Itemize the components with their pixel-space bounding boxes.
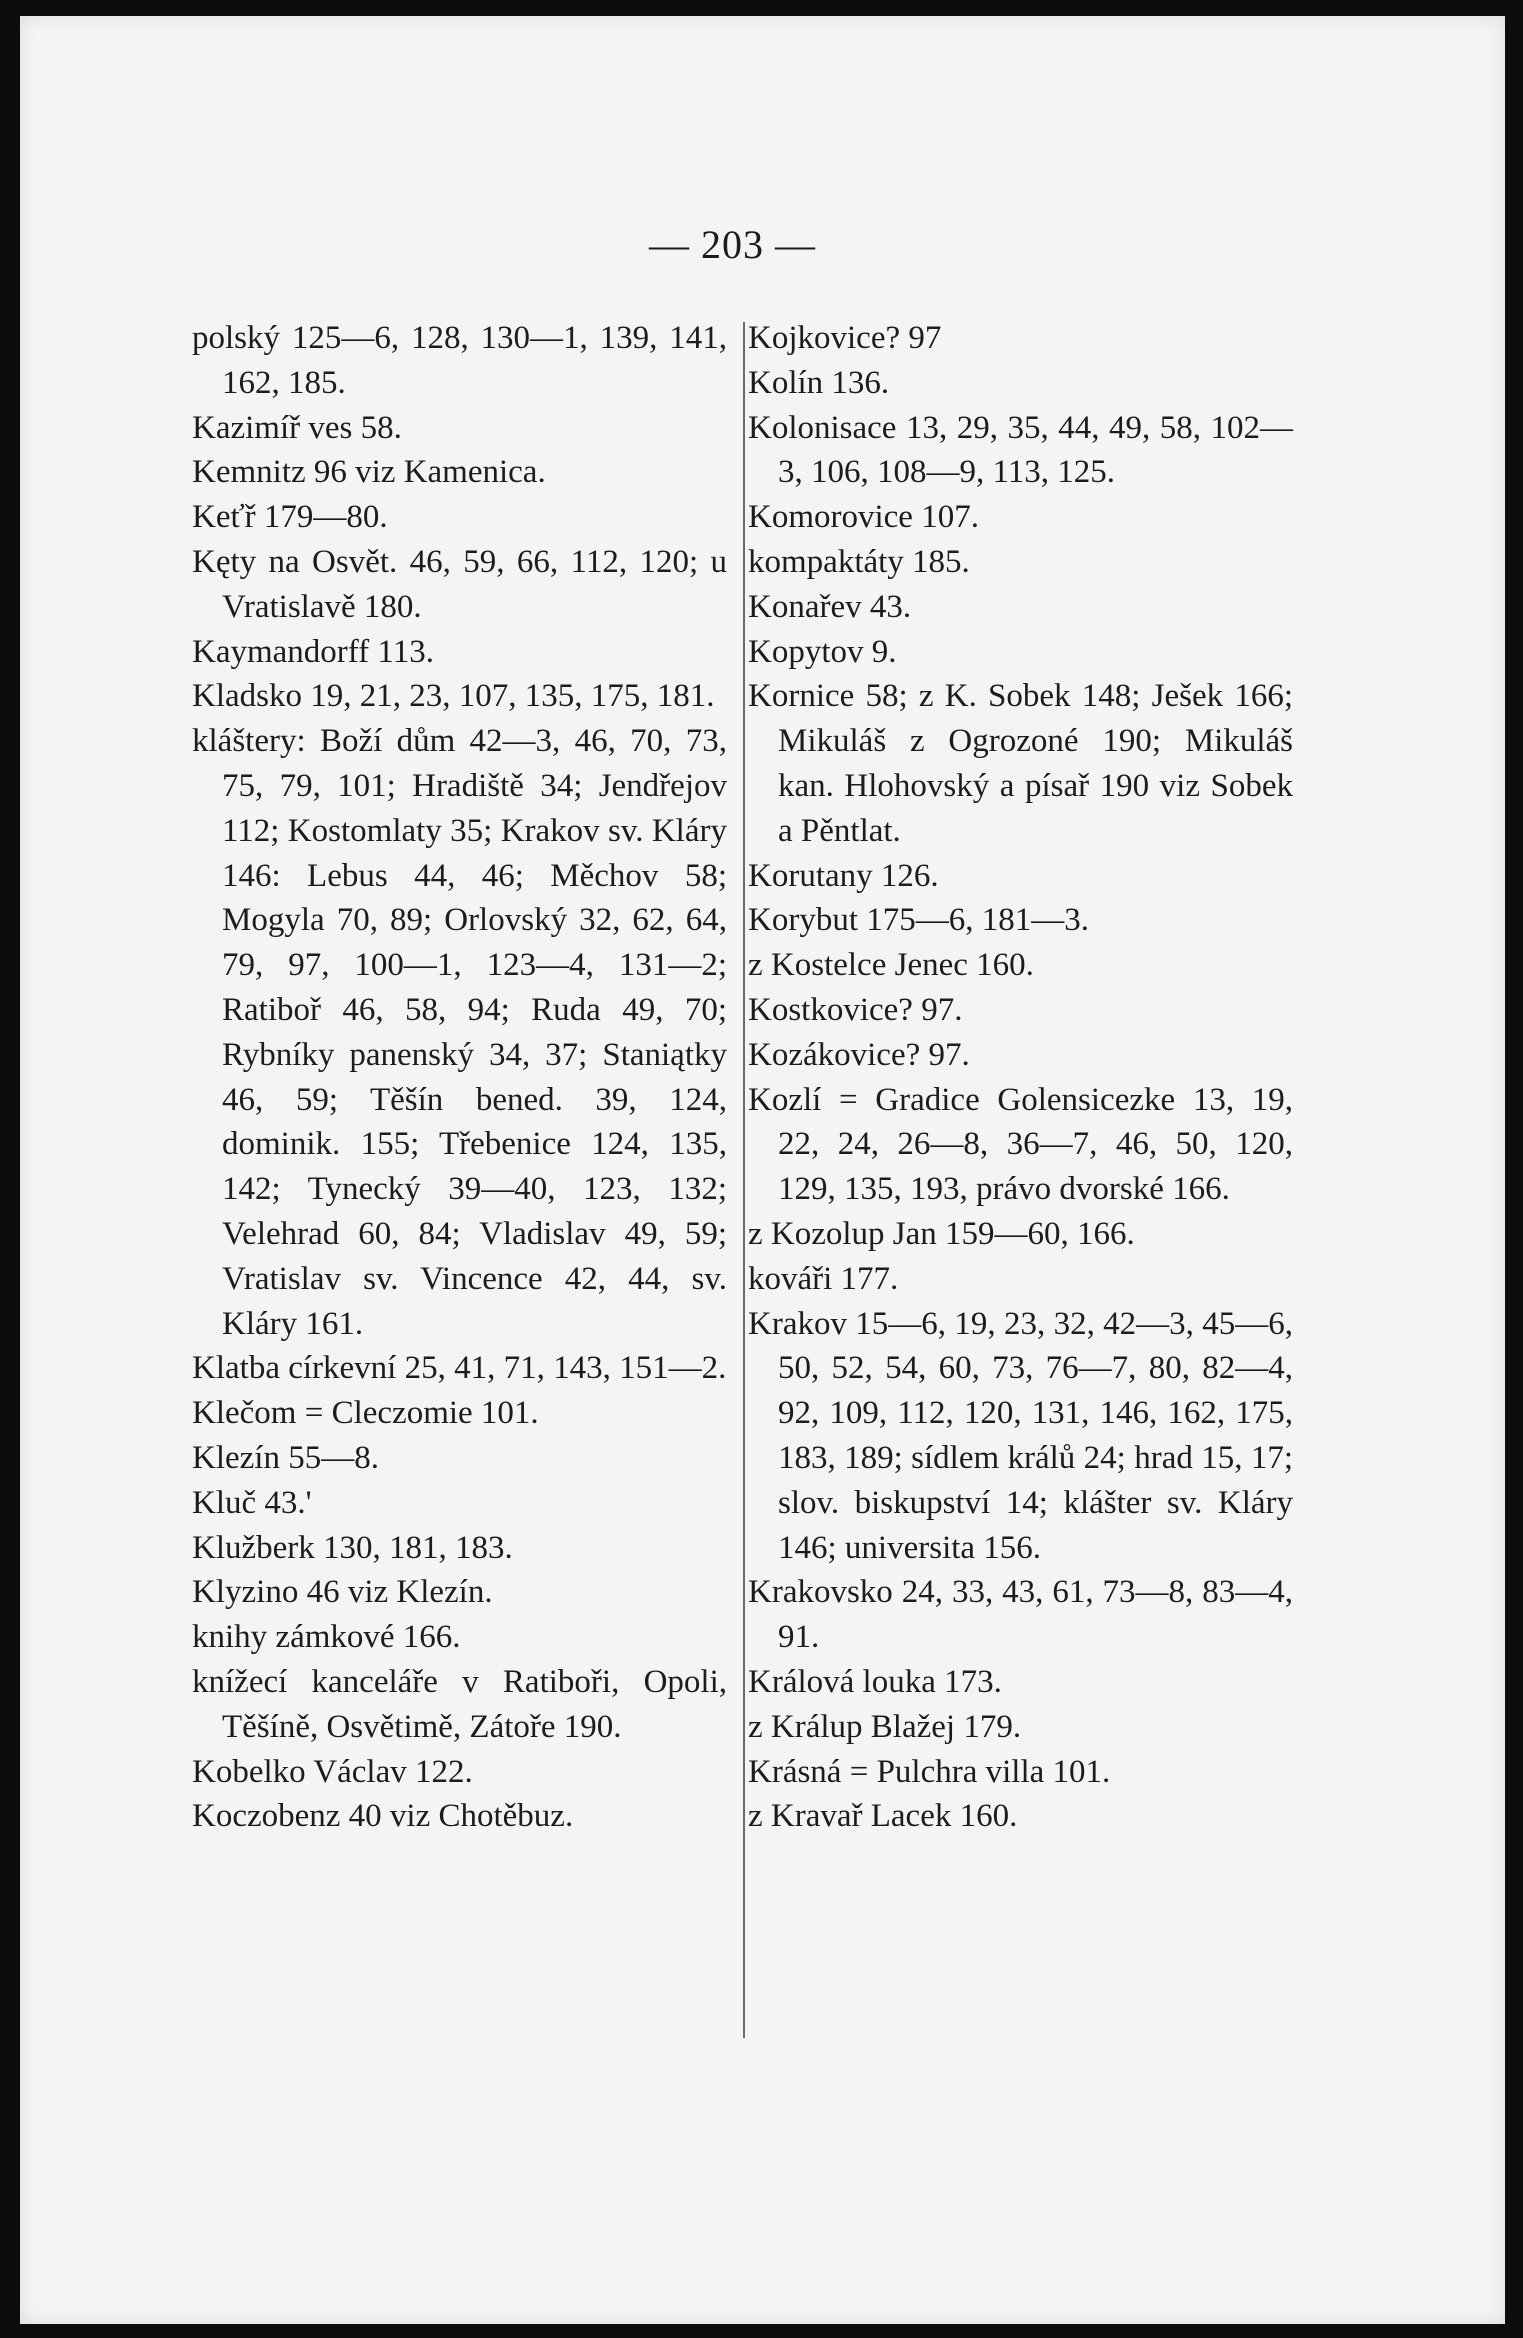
index-entry: z Kravař Lacek 160. — [748, 1798, 1018, 1835]
index-entry: Konařev 43. — [748, 588, 912, 625]
index-entry: knihy zámkové 166. — [192, 1619, 461, 1656]
index-entry: Kolín 136. — [748, 364, 890, 401]
index-entry: Komorovice 107. — [748, 499, 979, 536]
index-entry: Keťř 179—80. — [192, 499, 388, 536]
index-entry: Klužberk 130, 181, 183. — [192, 1529, 513, 1566]
scan-left-edge — [0, 0, 20, 2338]
column-divider — [743, 322, 745, 2038]
index-entry: Korybut 175—6, 181—3. — [748, 902, 1089, 939]
index-entry: Klyzino 46 viz Klezín. — [192, 1574, 493, 1611]
index-entry: Kozlí = Gradice Golensicezke 13, 19, 22, 24, 26—8, 36—7, 46, 50, 120, 129, 135, 193, právo dvorské 166. — [748, 1081, 1293, 1208]
index-entry: Kęty na Osvět. 46, 59, 66, 112, 120; u Vratislavě 180. — [192, 543, 727, 625]
index-entry: z Kostelce Jenec 160. — [748, 947, 1034, 984]
index-column-left — [192, 316, 727, 1839]
index-entry: Krakovsko 24, 33, 43, 61, 73—8, 83—4, 91. — [748, 1574, 1293, 1656]
index-entry: Kojkovice? 97 — [748, 320, 942, 356]
index-entry: Kozákovice? 97. — [748, 1036, 970, 1073]
index-column-right — [748, 316, 1293, 1839]
index-entry: Klatba církevní 25, 41, 71, 143, 151—2. — [192, 1350, 727, 1387]
index-entry: Králová louka 173. — [748, 1663, 1002, 1700]
index-entry: Krakov 15—6, 19, 23, 32, 42—3, 45—6, 50, 52, 54, 60, 73, 76—7, 80, 82—4, 92, 109, 112, 120, 131, 146, 162, 175, 183, 189; sídlem králů 24; hrad 15, 17; slov. biskupství 14; klášter sv. Kláry 146; universita 156. — [748, 1305, 1293, 1566]
index-entry: polský 125—6, 128, 130—1, 139, 141, 162, 185. — [192, 320, 727, 401]
index-entry: Kostkovice? 97. — [748, 991, 963, 1028]
index-entry: Kornice 58; z K. Sobek 148; Ješek 166; Mikuláš z Ogrozoné 190; Mikuláš kan. Hlohovský a písař 190 viz Sobek a Pěntlat. — [748, 678, 1293, 849]
index-entry: Korutany 126. — [748, 857, 939, 894]
index-entry: Klezín 55—8. — [192, 1439, 379, 1476]
index-entry: kláštery: Boží dům 42—3, 46, 70, 73, 75, 79, 101; Hradiště 34; Jendřejov 112; Kostomlaty 35; Krakov sv. Kláry 146: Lebus 44, 46; Měchov 58; Mogyla 70, 89; Orlovský 32, 62, 64, 79, 97, 100—1, 123—4, 131—2; Ratiboř 46, 58, 94; Ruda 49, 70; Rybníky panenský 34, 37; Staniątky 46, 59; Těšín bened. 39, 124, dominik. 155; Třebenice 124, 135, 142; Tynecký 39—40, 123, 132; Velehrad 60, 84; Vladislav 49, 59; Vratislav sv. Vincence 42, 44, sv. Kláry 161. — [192, 723, 727, 1342]
index-entry: Kobelko Václav 122. — [192, 1753, 473, 1790]
index-entry: Kluč 43.' — [192, 1484, 312, 1521]
index-entry: Krásná = Pulchra villa 101. — [748, 1753, 1111, 1790]
page-number: — 203 — — [649, 222, 816, 267]
index-entry: Koczobenz 40 viz Chotěbuz. — [192, 1798, 574, 1835]
index-entry: Kladsko 19, 21, 23, 107, 135, 175, 181. — [192, 678, 715, 715]
index-entry: Klečom = Cleczomie 101. — [192, 1395, 539, 1432]
index-entry: Kaymandorff 113. — [192, 633, 434, 670]
index-entry: z Kozolup Jan 159—60, 166. — [748, 1215, 1135, 1252]
index-entry: kompaktáty 185. — [748, 543, 970, 580]
index-entry: Kopytov 9. — [748, 633, 897, 670]
book-page — [20, 16, 1505, 2324]
index-entry: Kolonisace 13, 29, 35, 44, 49, 58, 102—3, 106, 108—9, 113, 125. — [748, 409, 1293, 491]
index-entry: knížecí kanceláře v Ratiboři, Opoli, Těšíně, Osvětimě, Zátoře 190. — [192, 1663, 727, 1745]
index-entry: z Králup Blažej 179. — [748, 1708, 1022, 1745]
index-entry: Kazimíř ves 58. — [192, 409, 402, 446]
index-entry: kováři 177. — [748, 1260, 899, 1297]
index-entry: Kemnitz 96 viz Kamenica. — [192, 454, 546, 491]
